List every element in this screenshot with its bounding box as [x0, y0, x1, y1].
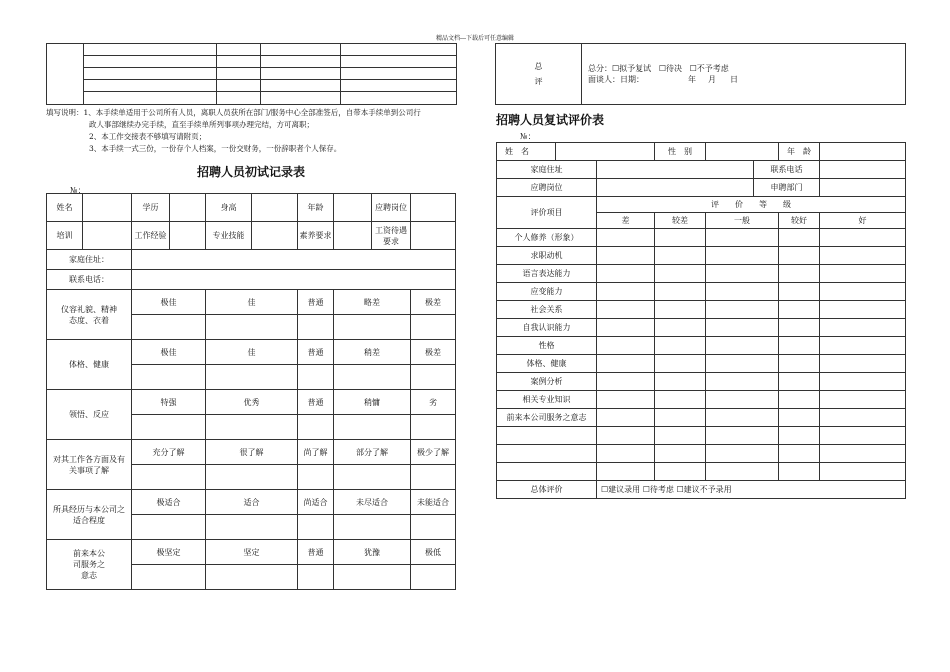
label-home-address: 家庭住址	[497, 161, 597, 179]
grade-checkbox[interactable]	[132, 515, 206, 540]
label-overall: 总体评价	[497, 481, 597, 499]
fragment-cell[interactable]	[217, 80, 261, 92]
option-label: 拟予复试	[619, 64, 652, 73]
grade-checkbox[interactable]	[411, 465, 456, 490]
eval-score-cell[interactable]	[820, 283, 906, 301]
grade-label: 极低	[411, 540, 456, 565]
eval-score-cell[interactable]	[655, 337, 706, 355]
input-training[interactable]	[83, 222, 132, 250]
eval-row	[497, 301, 906, 319]
fragment-cell[interactable]	[341, 68, 457, 80]
eval-item-label: 应变能力	[497, 283, 597, 301]
fragment-cell[interactable]	[217, 44, 261, 56]
eval-score-cell[interactable]	[820, 409, 906, 427]
input-skills[interactable]	[252, 222, 298, 250]
second-form-title: 招聘人员复试评价表	[496, 113, 605, 127]
grade-checkbox[interactable]	[411, 515, 456, 540]
eval-score-cell[interactable]	[597, 355, 655, 373]
eval-score-cell[interactable]	[597, 283, 655, 301]
fragment-cell[interactable]	[261, 44, 341, 56]
eval-row	[497, 427, 906, 445]
grade-label: 普通	[298, 290, 334, 315]
input-home-address[interactable]	[132, 250, 456, 270]
grade-checkbox[interactable]	[298, 415, 334, 440]
overall-options	[597, 481, 906, 499]
eval-row	[497, 355, 906, 373]
label-age: 年龄	[298, 194, 334, 222]
grade-label: 极佳	[132, 290, 206, 315]
eval-score-cell[interactable]	[655, 247, 706, 265]
label-age: 年 龄	[779, 143, 820, 161]
eval-score-cell[interactable]	[779, 283, 820, 301]
grade-checkbox[interactable]	[206, 315, 298, 340]
eval-row	[497, 463, 906, 481]
grade-label: 犹豫	[334, 540, 411, 565]
eval-score-cell[interactable]	[779, 301, 820, 319]
eval-score-cell[interactable]	[655, 229, 706, 247]
grade-label: 略差	[334, 290, 411, 315]
eval-item-label	[497, 445, 597, 463]
eval-item-label: 性格	[497, 337, 597, 355]
eval-score-cell[interactable]	[706, 319, 779, 337]
checkbox-icon[interactable]: ☐	[676, 485, 684, 494]
eval-score-cell[interactable]	[597, 229, 655, 247]
grade-label: 普通	[298, 390, 334, 415]
label-name: 姓 名	[497, 143, 556, 161]
grade-label: 特强	[132, 390, 206, 415]
eval-score-cell[interactable]	[655, 301, 706, 319]
eval-score-cell[interactable]	[779, 373, 820, 391]
eval-score-cell[interactable]	[706, 445, 779, 463]
fragment-cell[interactable]	[84, 44, 217, 56]
initial-form-title: 招聘人员初试记录表	[196, 165, 305, 179]
section-label: 前来本公司服务之意志	[47, 540, 132, 590]
eval-row	[497, 337, 906, 355]
eval-row	[497, 247, 906, 265]
eval-score-cell[interactable]	[655, 283, 706, 301]
eval-score-cell[interactable]	[706, 265, 779, 283]
input-phone[interactable]	[132, 270, 456, 290]
eval-score-cell[interactable]	[597, 445, 655, 463]
top-fragment-table	[46, 43, 457, 105]
checkbox-icon[interactable]: ☐	[612, 64, 620, 73]
checkbox-icon[interactable]: ☐	[689, 64, 697, 73]
grade-label: 坚定	[206, 540, 298, 565]
eval-item-label	[497, 427, 597, 445]
grade-label: 优秀	[206, 390, 298, 415]
label-education: 学历	[132, 194, 170, 222]
eval-item-label: 相关专业知识	[497, 391, 597, 409]
initial-form-number: №：	[70, 186, 86, 195]
input-work-experience[interactable]	[170, 222, 206, 250]
eval-score-cell[interactable]	[706, 337, 779, 355]
fragment-cell[interactable]	[341, 56, 457, 68]
eval-score-cell[interactable]	[597, 319, 655, 337]
label-eval-levels: 评 价 等 级	[597, 197, 906, 213]
grade-checkbox[interactable]	[411, 315, 456, 340]
grade-checkbox[interactable]	[334, 365, 411, 390]
eval-score-cell[interactable]	[706, 409, 779, 427]
day-label: 日	[730, 75, 738, 84]
eval-score-cell[interactable]	[779, 337, 820, 355]
eval-score-cell[interactable]	[655, 427, 706, 445]
grade-checkbox[interactable]	[411, 415, 456, 440]
eval-score-cell[interactable]	[779, 265, 820, 283]
eval-score-cell[interactable]	[779, 355, 820, 373]
grade-checkbox[interactable]	[206, 515, 298, 540]
grade-checkbox[interactable]	[132, 415, 206, 440]
notes-line: 1、本手续单适用于公司所有人员，离职人员获所在部门/服务中心全部准签后，自带本手续单到公司行	[83, 108, 421, 117]
fragment-cell[interactable]	[217, 68, 261, 80]
second-form-number: №：	[520, 132, 536, 141]
eval-score-cell[interactable]	[655, 445, 706, 463]
eval-row	[497, 265, 906, 283]
grade-label: 未能适合	[411, 490, 456, 515]
fragment-merged-cell	[47, 44, 84, 105]
eval-score-cell[interactable]	[820, 319, 906, 337]
grade-label: 佳	[206, 340, 298, 365]
grade-checkbox[interactable]	[298, 315, 334, 340]
label-quality: 素养要求	[298, 222, 334, 250]
checkbox-icon[interactable]: ☐	[658, 64, 666, 73]
eval-score-cell[interactable]	[655, 391, 706, 409]
eval-score-cell[interactable]	[820, 391, 906, 409]
grade-label: 未尽适合	[334, 490, 411, 515]
grade-label: 尚了解	[298, 440, 334, 465]
eval-score-cell[interactable]	[706, 301, 779, 319]
grade-label: 普通	[298, 340, 334, 365]
fragment-cell[interactable]	[84, 68, 217, 80]
grade-checkbox[interactable]	[206, 465, 298, 490]
interviewer-label: 面谈人：日期：	[588, 75, 644, 84]
eval-score-cell[interactable]	[597, 337, 655, 355]
eval-score-cell[interactable]	[597, 391, 655, 409]
eval-score-cell[interactable]	[779, 445, 820, 463]
label-work-experience: 工作经验	[132, 222, 170, 250]
eval-score-cell[interactable]	[706, 229, 779, 247]
fragment-cell[interactable]	[341, 92, 457, 105]
grade-label: 尚适合	[298, 490, 334, 515]
grade-label: 充分了解	[132, 440, 206, 465]
level-header: 一般	[706, 213, 779, 229]
option-label: 待决	[665, 64, 682, 73]
eval-score-cell[interactable]	[706, 373, 779, 391]
initial-interview-table	[46, 193, 456, 590]
eval-score-cell[interactable]	[779, 247, 820, 265]
fragment-cell[interactable]	[261, 92, 341, 105]
grade-checkbox[interactable]	[298, 565, 334, 590]
input-contact[interactable]	[820, 161, 906, 179]
input-name[interactable]	[83, 194, 132, 222]
eval-score-cell[interactable]	[597, 463, 655, 481]
eval-item-label: 体格、健康	[497, 355, 597, 373]
eval-score-cell[interactable]	[706, 247, 779, 265]
grade-checkbox[interactable]	[334, 515, 411, 540]
eval-score-cell[interactable]	[820, 463, 906, 481]
eval-score-cell[interactable]	[779, 391, 820, 409]
input-age[interactable]	[334, 194, 372, 222]
label-phone: 联系电话：	[47, 270, 132, 290]
checkbox-icon[interactable]: ☐	[642, 485, 650, 494]
label-gender: 性 别	[655, 143, 706, 161]
input-home-address[interactable]	[597, 161, 754, 179]
grade-label: 很了解	[206, 440, 298, 465]
label-training: 培训	[47, 222, 83, 250]
level-header: 好	[820, 213, 906, 229]
eval-score-cell[interactable]	[820, 247, 906, 265]
eval-score-cell[interactable]	[779, 319, 820, 337]
eval-row	[497, 409, 906, 427]
eval-row	[497, 373, 906, 391]
fragment-cell[interactable]	[261, 68, 341, 80]
section-label: 所具经历与本公司之适合程度	[47, 490, 132, 540]
fragment-cell[interactable]	[261, 80, 341, 92]
input-education[interactable]	[170, 194, 206, 222]
eval-item-label: 自我认识能力	[497, 319, 597, 337]
eval-item-label: 语言表达能力	[497, 265, 597, 283]
eval-score-cell[interactable]	[820, 427, 906, 445]
label-department: 申聘部门	[754, 179, 820, 197]
eval-score-cell[interactable]	[597, 265, 655, 283]
eval-score-cell[interactable]	[820, 337, 906, 355]
label-name: 姓名	[47, 194, 83, 222]
grade-label: 极差	[411, 290, 456, 315]
grade-checkbox[interactable]	[334, 465, 411, 490]
grade-label: 极差	[411, 340, 456, 365]
grade-checkbox[interactable]	[334, 415, 411, 440]
eval-score-cell[interactable]	[655, 409, 706, 427]
eval-score-cell[interactable]	[779, 229, 820, 247]
notes-line: 2、本工作交接表不够填写请附页；	[89, 132, 207, 141]
grade-label: 劣	[411, 390, 456, 415]
grade-checkbox[interactable]	[334, 315, 411, 340]
grade-checkbox[interactable]	[298, 365, 334, 390]
grade-label: 部分了解	[334, 440, 411, 465]
eval-item-label: 个人修养（形象）	[497, 229, 597, 247]
fragment-cell[interactable]	[84, 56, 217, 68]
eval-score-cell[interactable]	[597, 427, 655, 445]
label-contact: 联系电话	[754, 161, 820, 179]
eval-score-cell[interactable]	[779, 427, 820, 445]
level-header: 差	[597, 213, 655, 229]
eval-score-cell[interactable]	[597, 373, 655, 391]
eval-row	[497, 445, 906, 463]
eval-score-cell[interactable]	[597, 247, 655, 265]
grade-label: 极少了解	[411, 440, 456, 465]
eval-score-cell[interactable]	[597, 409, 655, 427]
eval-score-cell[interactable]	[597, 301, 655, 319]
fragment-cell[interactable]	[261, 56, 341, 68]
label-applied-position: 应聘岗位	[497, 179, 597, 197]
fragment-cell[interactable]	[84, 92, 217, 105]
grade-label: 佳	[206, 290, 298, 315]
option-label: 不予考虑	[696, 64, 729, 73]
eval-row	[497, 319, 906, 337]
eval-item-label: 社会关系	[497, 301, 597, 319]
level-header: 较差	[655, 213, 706, 229]
section-label: 领悟、反应	[47, 390, 132, 440]
label-height: 身高	[206, 194, 252, 222]
fragment-cell[interactable]	[217, 92, 261, 105]
input-applied-position[interactable]	[597, 179, 754, 197]
label-skills: 专业技能	[206, 222, 252, 250]
eval-score-cell[interactable]	[706, 463, 779, 481]
eval-score-cell[interactable]	[820, 301, 906, 319]
eval-score-cell[interactable]	[655, 463, 706, 481]
grade-checkbox[interactable]	[298, 515, 334, 540]
input-age[interactable]	[820, 143, 906, 161]
level-header: 较好	[779, 213, 820, 229]
eval-item-label: 求职动机	[497, 247, 597, 265]
fragment-cell[interactable]	[84, 80, 217, 92]
eval-score-cell[interactable]	[706, 283, 779, 301]
input-height[interactable]	[252, 194, 298, 222]
input-department[interactable]	[820, 179, 906, 197]
grade-checkbox[interactable]	[334, 565, 411, 590]
eval-score-cell[interactable]	[706, 355, 779, 373]
eval-score-cell[interactable]	[820, 265, 906, 283]
grade-checkbox[interactable]	[132, 315, 206, 340]
grade-label: 稍慵	[334, 390, 411, 415]
eval-score-cell[interactable]	[655, 265, 706, 283]
eval-row	[497, 391, 906, 409]
eval-score-cell[interactable]	[779, 409, 820, 427]
eval-items-body	[497, 229, 906, 481]
overall-option: 待考虑	[649, 485, 674, 494]
eval-score-cell[interactable]	[655, 319, 706, 337]
grade-checkbox[interactable]	[206, 565, 298, 590]
second-interview-table	[496, 142, 906, 499]
label-applied-position: 应聘岗位	[372, 194, 411, 222]
checkbox-icon[interactable]: ☐	[601, 485, 609, 494]
eval-row	[497, 283, 906, 301]
summary-label	[496, 44, 582, 105]
eval-score-cell[interactable]	[655, 355, 706, 373]
eval-item-label	[497, 463, 597, 481]
overall-option: 建议录用	[608, 485, 641, 494]
grade-checkbox[interactable]	[411, 365, 456, 390]
summary-label-top: 总	[534, 62, 543, 71]
grade-checkbox[interactable]	[132, 365, 206, 390]
eval-score-cell[interactable]	[820, 229, 906, 247]
section-label: 体格、健康	[47, 340, 132, 390]
grade-label: 稍差	[334, 340, 411, 365]
header-watermark: 精品文档---下载后可任意编辑	[435, 35, 515, 42]
eval-score-cell[interactable]	[779, 463, 820, 481]
grade-label: 极坚定	[132, 540, 206, 565]
eval-item-label: 案例分析	[497, 373, 597, 391]
grade-label: 极适合	[132, 490, 206, 515]
fill-instructions	[46, 107, 421, 155]
label-salary: 工资待遇要求	[372, 222, 411, 250]
section-label: 仪容礼貌、精神态度、衣着	[47, 290, 132, 340]
input-quality[interactable]	[334, 222, 372, 250]
eval-score-cell[interactable]	[655, 373, 706, 391]
summary-label-bottom: 评	[534, 77, 543, 86]
score-label: 总分：	[588, 64, 612, 73]
overall-option: 建议不予录用	[683, 485, 732, 494]
notes-label: 填写说明：	[46, 108, 84, 117]
eval-item-label: 前来本公司服务之意志	[497, 409, 597, 427]
eval-score-cell[interactable]	[820, 445, 906, 463]
notes-line: 3、本手续一式三份，一份存个人档案，一份交财务，一份辞职者个人保存。	[89, 144, 342, 153]
label-eval-items: 评价项目	[497, 197, 597, 229]
grade-label: 普通	[298, 540, 334, 565]
month-label: 月	[708, 75, 716, 84]
eval-score-cell[interactable]	[820, 355, 906, 373]
input-name[interactable]	[556, 143, 655, 161]
label-home-address: 家庭住址：	[47, 250, 132, 270]
notes-line: 政人事部继续办完手续，直至手续单所列事项办理完结，方可离职；	[89, 120, 314, 129]
fragment-cell[interactable]	[341, 80, 457, 92]
grade-checkbox[interactable]	[298, 465, 334, 490]
grade-checkbox[interactable]	[132, 565, 206, 590]
grade-label: 极佳	[132, 340, 206, 365]
section-label: 对其工作各方面及有关事项了解	[47, 440, 132, 490]
year-label: 年	[688, 75, 696, 84]
summary-fragment-table	[495, 43, 906, 105]
eval-score-cell[interactable]	[820, 373, 906, 391]
grade-checkbox[interactable]	[411, 565, 456, 590]
grade-checkbox[interactable]	[206, 415, 298, 440]
fragment-cell[interactable]	[341, 44, 457, 56]
grade-label: 适合	[206, 490, 298, 515]
eval-score-cell[interactable]	[706, 391, 779, 409]
eval-row	[497, 229, 906, 247]
input-gender[interactable]	[706, 143, 779, 161]
grade-checkbox[interactable]	[206, 365, 298, 390]
summary-content	[582, 44, 906, 105]
eval-score-cell[interactable]	[706, 427, 779, 445]
fragment-cell[interactable]	[217, 56, 261, 68]
grade-checkbox[interactable]	[132, 465, 206, 490]
input-salary[interactable]	[411, 222, 456, 250]
input-applied-position[interactable]	[411, 194, 456, 222]
